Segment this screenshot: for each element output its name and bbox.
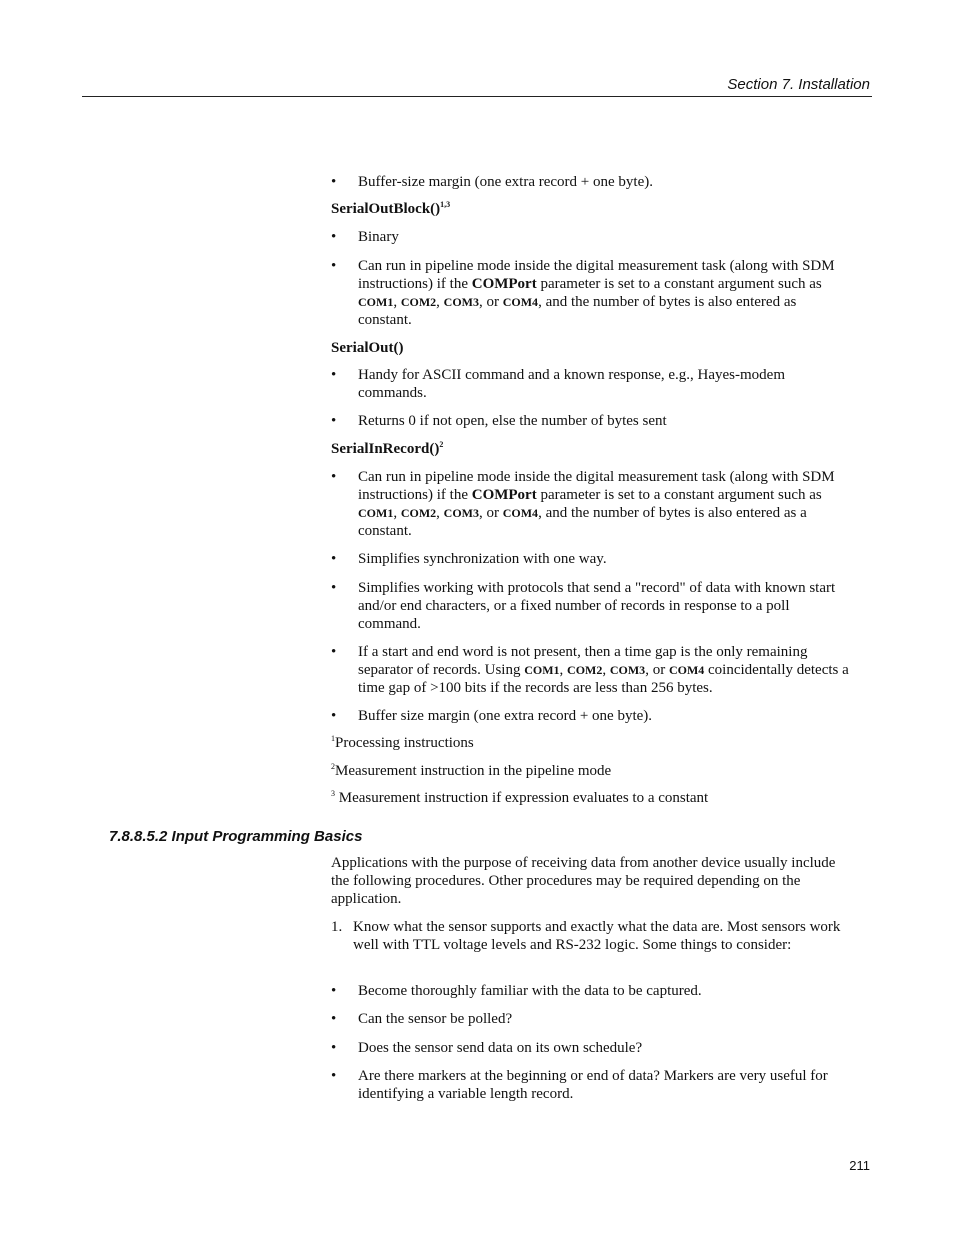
page-header-title: Section 7. Installation: [727, 76, 870, 93]
com-keyword: COM1: [358, 295, 394, 309]
footnote: [331, 789, 851, 807]
bullet-item: [331, 1039, 851, 1057]
bullet-item: [331, 173, 851, 191]
bullet-text: Binary: [358, 229, 399, 245]
footnote-mark: 3: [331, 789, 335, 798]
com-keyword: COM1: [358, 506, 394, 520]
bullet-marker: •: [331, 229, 337, 245]
section-intro-paragraph: Applications with the purpose of receiving data from another device usually include the following procedures. Other procedures may be required depending on the application.: [331, 855, 836, 907]
footnote-text: Processing instructions: [335, 735, 474, 751]
bullet-marker: •: [331, 580, 337, 596]
com-keyword: COM2: [567, 663, 603, 677]
bullet-text: Does the sensor send data on its own schedule?: [358, 1040, 643, 1056]
bullet-item: [331, 1010, 851, 1028]
instruction-heading-serialinrecord: [331, 440, 851, 458]
footnote-mark: 2: [331, 762, 335, 771]
bullet-text: Can run in pipeline mode inside the digital measurement task (along with SDM instructions) if the COMPort parameter is set to a constant argument such as COM1, COM2, COM3, or COM4, and the number of bytes is also entered as a constant.: [358, 469, 835, 539]
bullet-marker: •: [331, 469, 337, 485]
bullet-marker: •: [331, 983, 337, 999]
bullet-marker: •: [331, 1011, 337, 1027]
bullet-item: [331, 643, 851, 697]
instruction-heading-serialout: [331, 339, 851, 357]
com-keyword: COM2: [400, 506, 437, 520]
bullet-text: Buffer size margin (one extra record + one byte).: [358, 708, 653, 724]
instruction-heading-serialoutblock: [331, 200, 851, 218]
com-keyword: COM3: [609, 663, 646, 677]
bullet-item: [331, 579, 851, 633]
bullet-marker: •: [331, 551, 337, 567]
bullet-item: [331, 412, 851, 430]
bullet-marker: •: [331, 708, 337, 724]
com-keyword: COM3: [443, 295, 479, 309]
bullet-text: Can run in pipeline mode inside the digital measurement task (along with SDM instructions) if the COMPort parameter is set to a constant argument such as COM1, COM2, COM3, or COM4, and the number of bytes is also entered as constant.: [358, 258, 835, 328]
com-keyword: COM4: [502, 295, 539, 309]
bullet-marker: •: [331, 644, 337, 660]
com-keyword: COM1: [524, 663, 560, 677]
instruction-name: SerialOut(): [331, 340, 404, 356]
footnote-ref: 1,3: [440, 200, 451, 209]
bullet-item: [331, 228, 851, 246]
footnote: [331, 734, 851, 752]
comport-keyword: COMPort: [471, 276, 537, 292]
bullet-item: [331, 366, 851, 402]
bullet-item: [331, 468, 851, 540]
bullet-text: Handy for ASCII command and a known response, e.g., Hayes-modem commands.: [358, 367, 785, 401]
footnote-mark: 1: [331, 734, 335, 743]
bullet-text: Can the sensor be polled?: [358, 1011, 513, 1027]
com-keyword: COM2: [400, 295, 437, 309]
bullet-marker: •: [331, 174, 337, 190]
step-number: 1.: [331, 919, 343, 935]
comport-keyword: COMPort: [471, 487, 537, 503]
bullet-item: [331, 550, 851, 568]
instruction-name: SerialInRecord(): [331, 441, 440, 457]
footnote: [331, 762, 851, 780]
bullet-marker: •: [331, 258, 337, 274]
bullet-item: [331, 707, 851, 725]
bullet-text: Become thoroughly familiar with the data to be captured.: [358, 983, 702, 999]
bullet-item: [331, 982, 851, 1000]
bullet-text: Buffer-size margin (one extra record + one byte).: [358, 174, 653, 190]
bullet-item: [331, 1067, 851, 1103]
bullet-item: [331, 257, 851, 329]
bullet-text: If a start and end word is not present, then a time gap is the only remaining separator of records. Using COM1, COM2, COM3, or COM4 coincidentally detects a time gap of >100 bits if the records are less than 256 bytes.: [358, 644, 849, 696]
section-heading: 7.8.8.5.2 Input Programming Basics: [109, 828, 363, 845]
footnote-text: Measurement instruction in the pipeline mode: [335, 763, 612, 779]
step-text: Know what the sensor supports and exactly what the data are. Most sensors work well with TTL voltage levels and RS-232 logic. Some things to consider:: [353, 919, 841, 953]
instruction-name: SerialOutBlock(): [331, 201, 441, 217]
bullet-text: Are there markers at the beginning or end of data? Markers are very useful for identifying a variable length record.: [358, 1068, 828, 1102]
bullet-marker: •: [331, 1040, 337, 1056]
bullet-text: Simplifies synchronization with one way.: [358, 551, 607, 567]
bullet-marker: •: [331, 413, 337, 429]
bullet-marker: •: [331, 367, 337, 383]
com-keyword: COM4: [502, 506, 539, 520]
com-keyword: COM3: [443, 506, 479, 520]
bullet-marker: •: [331, 1068, 337, 1084]
header-rule: [82, 96, 872, 97]
bullet-text: Returns 0 if not open, else the number of bytes sent: [358, 413, 667, 429]
numbered-step: [331, 918, 851, 954]
footnote-ref: 2: [439, 440, 444, 449]
footnote-text: Measurement instruction if expression evaluates to a constant: [335, 790, 709, 806]
com-keyword: COM4: [668, 663, 705, 677]
page-number: 211: [849, 1158, 870, 1173]
bullet-text: Simplifies working with protocols that send a "record" of data with known start and/or end characters, or a fixed number of records in response to a poll command.: [358, 580, 836, 632]
